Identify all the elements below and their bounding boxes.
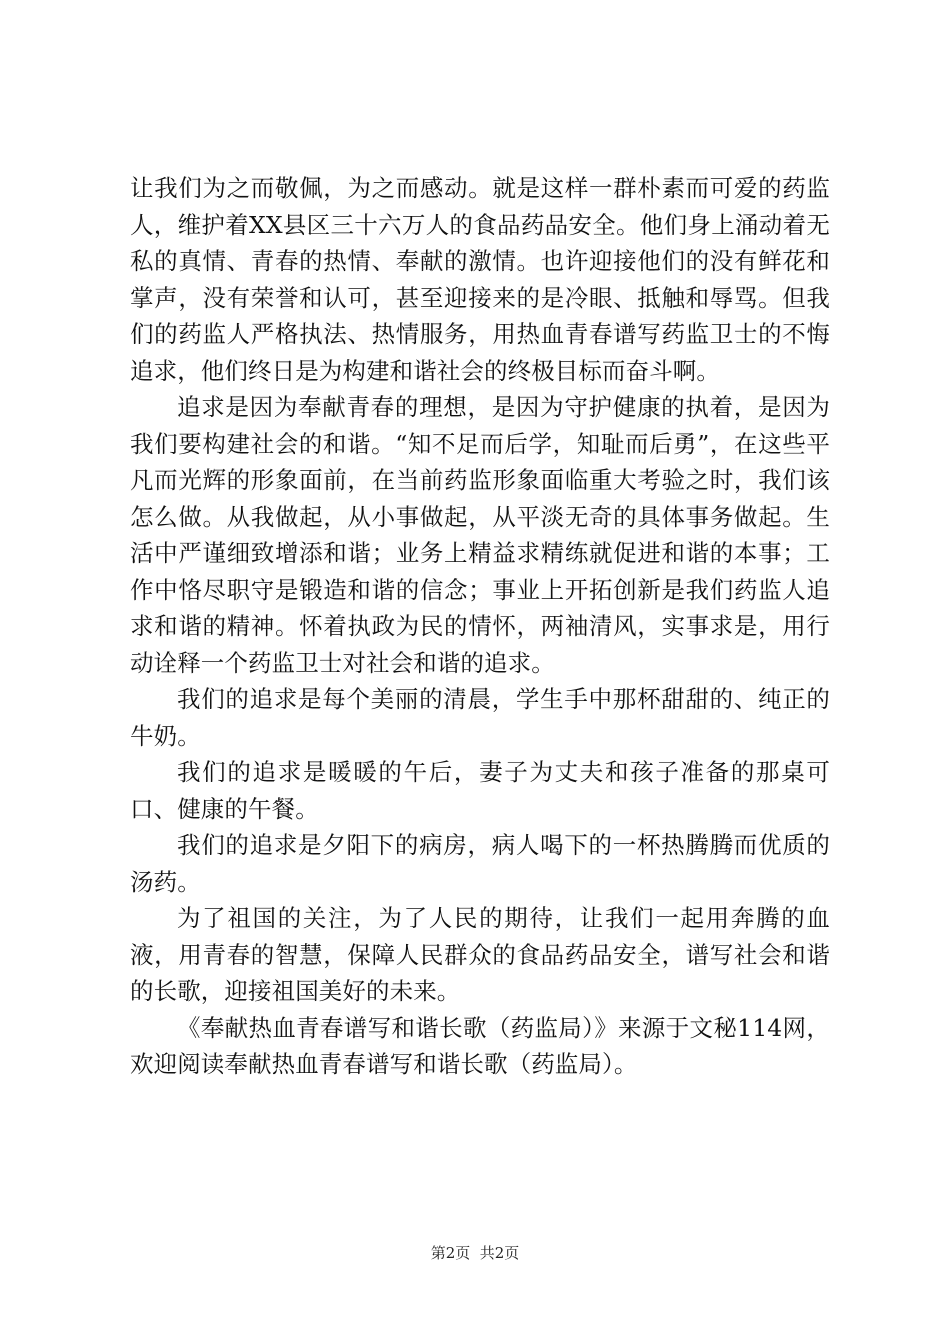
paragraph-3: 我们的追求是每个美丽的清晨，学生手中那杯甜甜的、纯正的牛奶。	[130, 685, 830, 750]
paragraph-1: 让我们为之而敬佩，为之而感动。就是这样一群朴素而可爱的药监人，维护着XX县区三十六万人的食品药品安全。他们身上涌动着无私的真情、青春的热情、奉献的激情。也许迎接他们的没有鲜花和掌声，没有荣誉和认可，甚至迎接来的是冷眼、抵触和辱骂。但我们的药监人严格执法、热情服务，用热血青春谱写药监卫士的不悔追求，他们终日是为构建和谐社会的终极目标而奋斗啊。	[130, 174, 830, 385]
source-note-paragraph: 《奉献热血青春谱写和谐长歌（药监局）》来源于文秘114网，欢迎阅读奉献热血青春谱写和谐长歌（药监局）。	[130, 1013, 830, 1078]
paragraph-4: 我们的追求是暖暖的午后，妻子为丈夫和孩子准备的那桌可口、健康的午餐。	[130, 758, 830, 823]
page-number-label: 第2页 共2页	[430, 1244, 520, 1262]
document-body	[130, 170, 830, 1083]
paragraph-2: 追求是因为奉献青春的理想，是因为守护健康的执着，是因为我们要构建社会的和谐。“知不足而后学，知耻而后勇”，在这些平凡而光辉的形象面前，在当前药监形象面临重大考验之时，我们该怎么做。从我做起，从小事做起，从平淡无奇的具体事务做起。生活中严谨细致增添和谐；业务上精益求精练就促进和谐的本事；工作中恪尽职守是锻造和谐的信念；事业上开拓创新是我们药监人追求和谐的精神。怀着执政为民的情怀，两袖清风，实事求是，用行动诠释一个药监卫士对社会和谐的追求。	[130, 393, 830, 677]
page-footer	[0, 1243, 950, 1263]
paragraph-6: 为了祖国的关注，为了人民的期待，让我们一起用奔腾的血液，用青春的智慧，保障人民群众的食品药品安全，谱写社会和谐的长歌，迎接祖国美好的未来。	[130, 904, 830, 1005]
paragraph-5: 我们的追求是夕阳下的病房，病人喝下的一杯热腾腾而优质的汤药。	[130, 831, 830, 896]
